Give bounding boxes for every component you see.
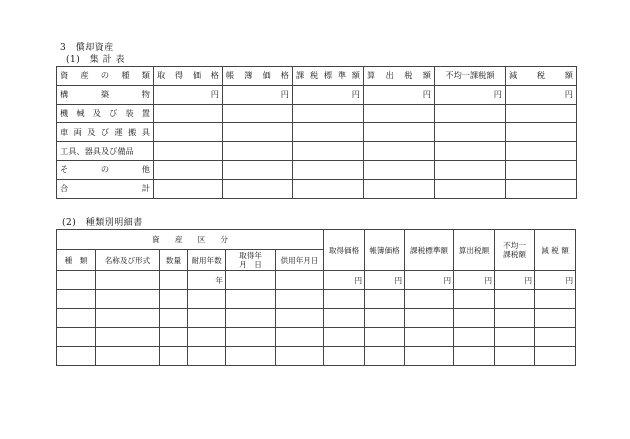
header-tax-base: 課 税 標 準 額 xyxy=(293,67,364,86)
cell xyxy=(226,290,276,309)
cell xyxy=(506,123,577,142)
header-asset-type: 資 産 の 種 類 xyxy=(57,67,154,86)
cell xyxy=(188,347,226,366)
header-type: 種 類 xyxy=(57,250,96,271)
cell-unit: 円 xyxy=(454,271,495,290)
cell xyxy=(154,179,223,198)
cell xyxy=(226,328,276,347)
cell xyxy=(454,347,495,366)
cell xyxy=(223,104,293,123)
row-label: 車 両 及 び 運 搬 具 xyxy=(57,123,154,142)
header-non-uniform-tax: 不均一課税額 xyxy=(435,67,506,86)
cell xyxy=(506,142,577,161)
cell xyxy=(506,160,577,179)
cell xyxy=(293,142,364,161)
header-calculated-tax: 算出税額 xyxy=(454,230,495,271)
cell-unit: 円 xyxy=(506,85,577,104)
row-label: そ の 他 xyxy=(57,160,154,179)
detail-row xyxy=(57,309,576,328)
cell-unit: 円 xyxy=(495,271,535,290)
row-label: 機 械 及 び 装 置 xyxy=(57,104,154,123)
cell xyxy=(223,179,293,198)
cell xyxy=(226,309,276,328)
cell xyxy=(276,309,324,328)
row-label: 工具、器具及び備品 xyxy=(57,142,154,161)
section-title: 3 償却資産 xyxy=(60,43,114,53)
summary-row xyxy=(57,85,577,104)
cell xyxy=(364,160,435,179)
cell xyxy=(223,160,293,179)
cell xyxy=(324,309,365,328)
cell xyxy=(57,309,96,328)
cell xyxy=(276,328,324,347)
cell xyxy=(364,179,435,198)
cell-unit: 円 xyxy=(324,271,365,290)
cell xyxy=(160,271,188,290)
cell xyxy=(405,290,454,309)
cell xyxy=(96,328,160,347)
cell xyxy=(365,328,405,347)
cell xyxy=(454,328,495,347)
cell xyxy=(96,347,160,366)
header-asset-category: 資 産 区 分 xyxy=(57,230,324,250)
summary-total-row xyxy=(57,179,577,198)
cell xyxy=(188,328,226,347)
cell xyxy=(226,347,276,366)
cell xyxy=(535,328,576,347)
cell xyxy=(495,290,535,309)
cell xyxy=(96,290,160,309)
cell xyxy=(293,104,364,123)
cell xyxy=(535,347,576,366)
cell xyxy=(435,179,506,198)
cell xyxy=(506,104,577,123)
header-tax-reduction: 減 税 額 xyxy=(506,67,577,86)
detail-table xyxy=(56,229,576,366)
cell xyxy=(57,271,96,290)
cell xyxy=(96,271,160,290)
header-acquisition-price: 取得価格 xyxy=(324,230,365,271)
cell xyxy=(324,328,365,347)
row-label-total: 合 計 xyxy=(57,179,154,198)
cell-unit-year: 年 xyxy=(188,271,226,290)
cell xyxy=(405,309,454,328)
cell xyxy=(405,328,454,347)
detail-header-row-1 xyxy=(57,230,576,250)
cell xyxy=(57,347,96,366)
cell xyxy=(495,347,535,366)
header-service-date: 供用年月日 xyxy=(276,250,324,271)
cell-unit: 円 xyxy=(154,85,223,104)
summary-row xyxy=(57,104,577,123)
cell xyxy=(365,347,405,366)
cell xyxy=(160,309,188,328)
cell-unit: 円 xyxy=(364,85,435,104)
cell xyxy=(154,104,223,123)
cell xyxy=(535,309,576,328)
header-tax-reduction: 減 税 額 xyxy=(535,230,576,271)
cell xyxy=(160,347,188,366)
header-acquisition-date xyxy=(226,250,276,271)
cell xyxy=(154,142,223,161)
summary-row xyxy=(57,142,577,161)
cell-unit: 円 xyxy=(435,85,506,104)
cell xyxy=(405,347,454,366)
cell-unit: 円 xyxy=(223,85,293,104)
cell xyxy=(506,179,577,198)
cell-unit: 円 xyxy=(535,271,576,290)
cell xyxy=(435,123,506,142)
cell xyxy=(188,290,226,309)
header-acquisition-date-text: 取得年 月 日 xyxy=(239,251,262,269)
cell xyxy=(435,142,506,161)
cell xyxy=(276,290,324,309)
detail-row xyxy=(57,271,576,290)
cell-unit: 円 xyxy=(405,271,454,290)
detail-row xyxy=(57,347,576,366)
cell xyxy=(57,290,96,309)
detail-row xyxy=(57,290,576,309)
header-book-value: 帳簿価格 xyxy=(365,230,405,271)
cell xyxy=(160,290,188,309)
cell xyxy=(57,328,96,347)
cell xyxy=(276,347,324,366)
detail-table-title: (2) 種類別明細書 xyxy=(62,218,143,228)
cell xyxy=(223,142,293,161)
header-non-uniform-tax-text: 不均一 課税額 xyxy=(503,241,526,259)
detail-row xyxy=(57,328,576,347)
row-label: 構 築 物 xyxy=(57,85,154,104)
cell xyxy=(364,142,435,161)
header-useful-life: 耐用年数 xyxy=(188,250,226,271)
cell xyxy=(365,309,405,328)
cell xyxy=(495,328,535,347)
header-quantity: 数量 xyxy=(160,250,188,271)
header-book-value: 帳 簿 価 格 xyxy=(223,67,293,86)
cell xyxy=(364,123,435,142)
cell xyxy=(535,290,576,309)
summary-table-title: (1) 集 計 表 xyxy=(66,55,125,65)
summary-table xyxy=(56,66,577,199)
cell xyxy=(223,123,293,142)
cell xyxy=(96,309,160,328)
cell xyxy=(188,309,226,328)
cell xyxy=(226,271,276,290)
cell xyxy=(364,104,435,123)
cell-unit: 円 xyxy=(365,271,405,290)
cell xyxy=(495,309,535,328)
cell xyxy=(324,347,365,366)
cell xyxy=(324,290,365,309)
cell xyxy=(435,104,506,123)
cell xyxy=(276,271,324,290)
cell xyxy=(365,290,405,309)
cell xyxy=(154,123,223,142)
cell xyxy=(293,179,364,198)
cell xyxy=(293,160,364,179)
header-acquisition-price: 取 得 価 格 xyxy=(154,67,223,86)
header-name-model: 名称及び形式 xyxy=(96,250,160,271)
cell xyxy=(160,328,188,347)
cell xyxy=(154,160,223,179)
cell xyxy=(293,123,364,142)
cell-unit: 円 xyxy=(293,85,364,104)
summary-header-row xyxy=(57,67,577,86)
cell xyxy=(454,309,495,328)
header-tax-base: 課税標準額 xyxy=(405,230,454,271)
header-non-uniform-tax xyxy=(495,230,535,271)
header-calculated-tax: 算 出 税 額 xyxy=(364,67,435,86)
summary-row xyxy=(57,160,577,179)
cell xyxy=(454,290,495,309)
cell xyxy=(435,160,506,179)
summary-row xyxy=(57,123,577,142)
